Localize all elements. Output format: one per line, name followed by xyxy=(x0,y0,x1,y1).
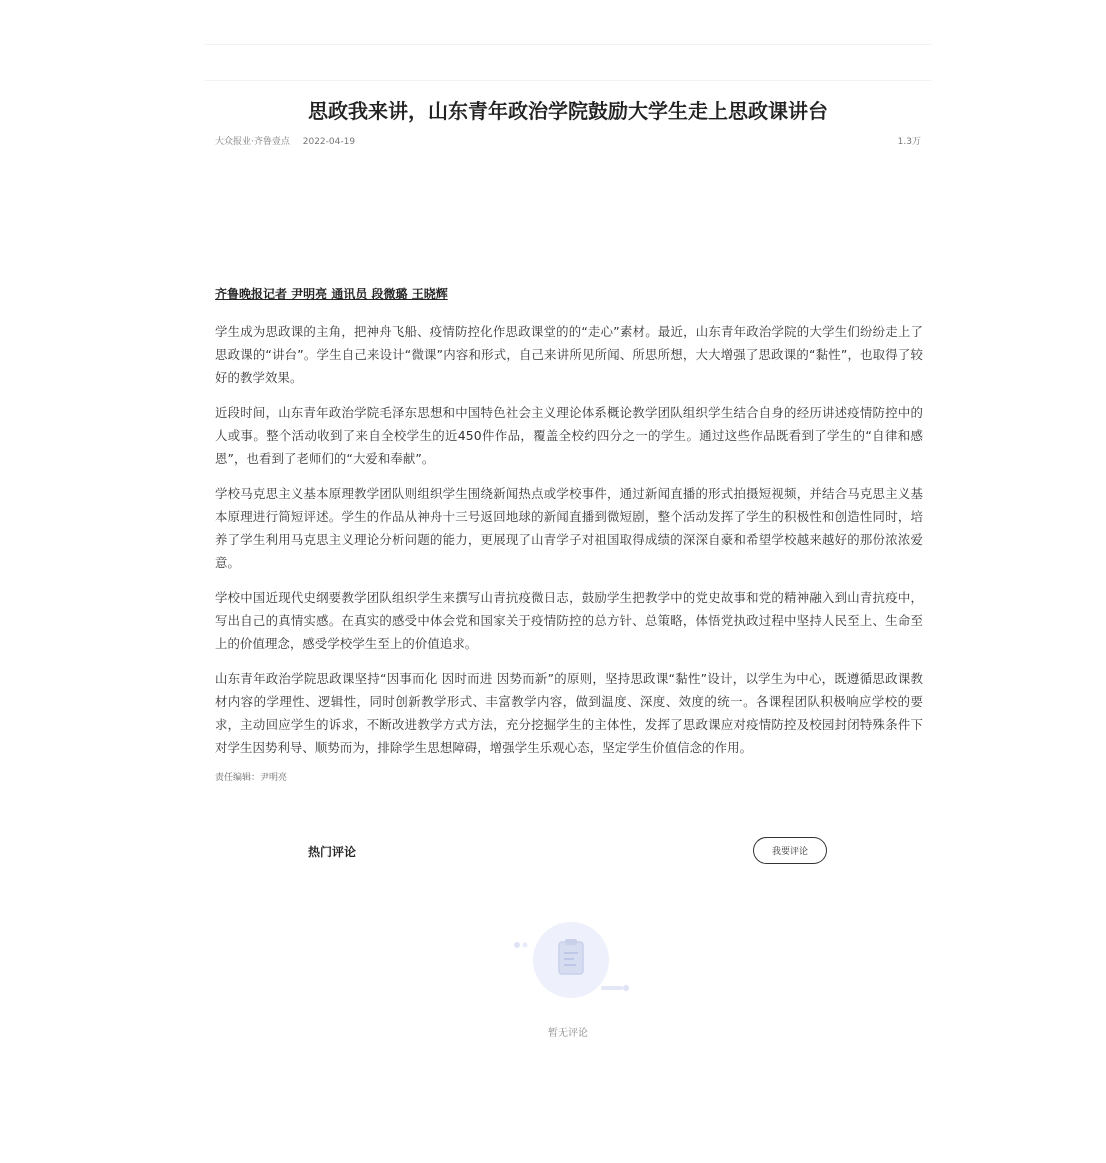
decor-dash xyxy=(601,986,623,990)
article-paragraph: 学校马克思主义基本原理教学团队则组织学生围绕新闻热点或学校事件，通过新闻直播的形式拍摄短视频，并结合马克思主义基本原理进行简短评述。学生的作品从神舟十三号返回地球的新闻直播到微短剧，整个活动发挥了学生的积极性和创造性同时，培养了学生利用马克思主义理论分析问题的能力，更展现了山青学子对祖国取得成绩的深深自豪和希望学校越来越好的那份浓浓爱意。 xyxy=(215,486,923,570)
write-comment-button[interactable]: 我要评论 xyxy=(753,837,827,864)
top-divider xyxy=(205,44,931,45)
hot-comments-heading: 热门评论 xyxy=(308,845,357,859)
article-paragraph: 近段时间，山东青年政治学院毛泽东思想和中国特色社会主义理论体系概论教学团队组织学生结合自身的经历讲述疫情防控中的人或事。整个活动收到了来自全校学生的近450件作品，覆盖全校约四分之一的学生。通过这些作品既看到了学生的“自律和感恩”，也看到了老师们的“大爱和奉献”。 xyxy=(215,405,923,466)
article-paragraph: 学生成为思政课的主角，把神舟飞船、疫情防控化作思政课堂的的“走心”素材。最近，山东青年政治学院的大学生们纷纷走上了思政课的“讲台”。学生自己来设计“微课”内容和形式，自己来讲所见所闻、所思所想，大大增强了思政课的“黏性”，也取得了较好的教学效果。 xyxy=(215,324,923,385)
article-body xyxy=(215,320,923,771)
clipboard-icon xyxy=(559,939,583,974)
empty-comments-illustration xyxy=(505,918,635,1008)
article-paragraph: 学校中国近现代史纲要教学团队组织学生来撰写山青抗疫微日志，鼓励学生把教学中的党史故事和党的精神融入到山青抗疫中，写出自己的真情实感。在真实的感受中体会党和国家关于疫情防控的总方针、总策略，体悟党执政过程中坚持人民至上、生命至上的价值理念，感受学校学生至上的价值追求。 xyxy=(215,590,923,651)
article-date: 2022-04-19 xyxy=(302,137,356,147)
header-divider xyxy=(205,80,931,81)
decor-dot xyxy=(523,943,528,948)
article-paragraph: 山东青年政治学院思政课坚持“因事而化 因时而进 因势而新”的原则，坚持思政课“黏性”设计，以学生为中心，既遵循思政课教材内容的学理性、逻辑性，同时创新教学形式、丰富教学内容，做到温度、深度、效度的统一。各课程团队积极响应学校的要求，主动回应学生的诉求，不断改进教学方式方法，充分挖掘学生的主体性，发挥了思政课应对疫情防控及校园封闭特殊条件下对学生因势利导、顺势而为，排除学生思想障碍，增强学生乐观心态，坚定学生价值信念的作用。 xyxy=(215,671,923,755)
article-title: 思政我来讲，山东青年政治学院鼓励大学生走上思政课讲台 xyxy=(308,99,828,123)
decor-dot xyxy=(623,985,629,991)
article-page xyxy=(205,0,931,1163)
view-count: 1.3万 xyxy=(897,137,921,147)
responsible-editor: 责任编辑：尹明亮 xyxy=(215,773,288,783)
article-meta xyxy=(215,134,921,150)
empty-comments-text: 暂无评论 xyxy=(548,1028,588,1039)
article-byline: 齐鲁晚报记者 尹明亮 通讯员 段微璐 王晓辉 xyxy=(215,287,448,301)
decor-dot xyxy=(514,942,520,948)
article-source[interactable]: 大众报业·齐鲁壹点 xyxy=(215,137,290,147)
